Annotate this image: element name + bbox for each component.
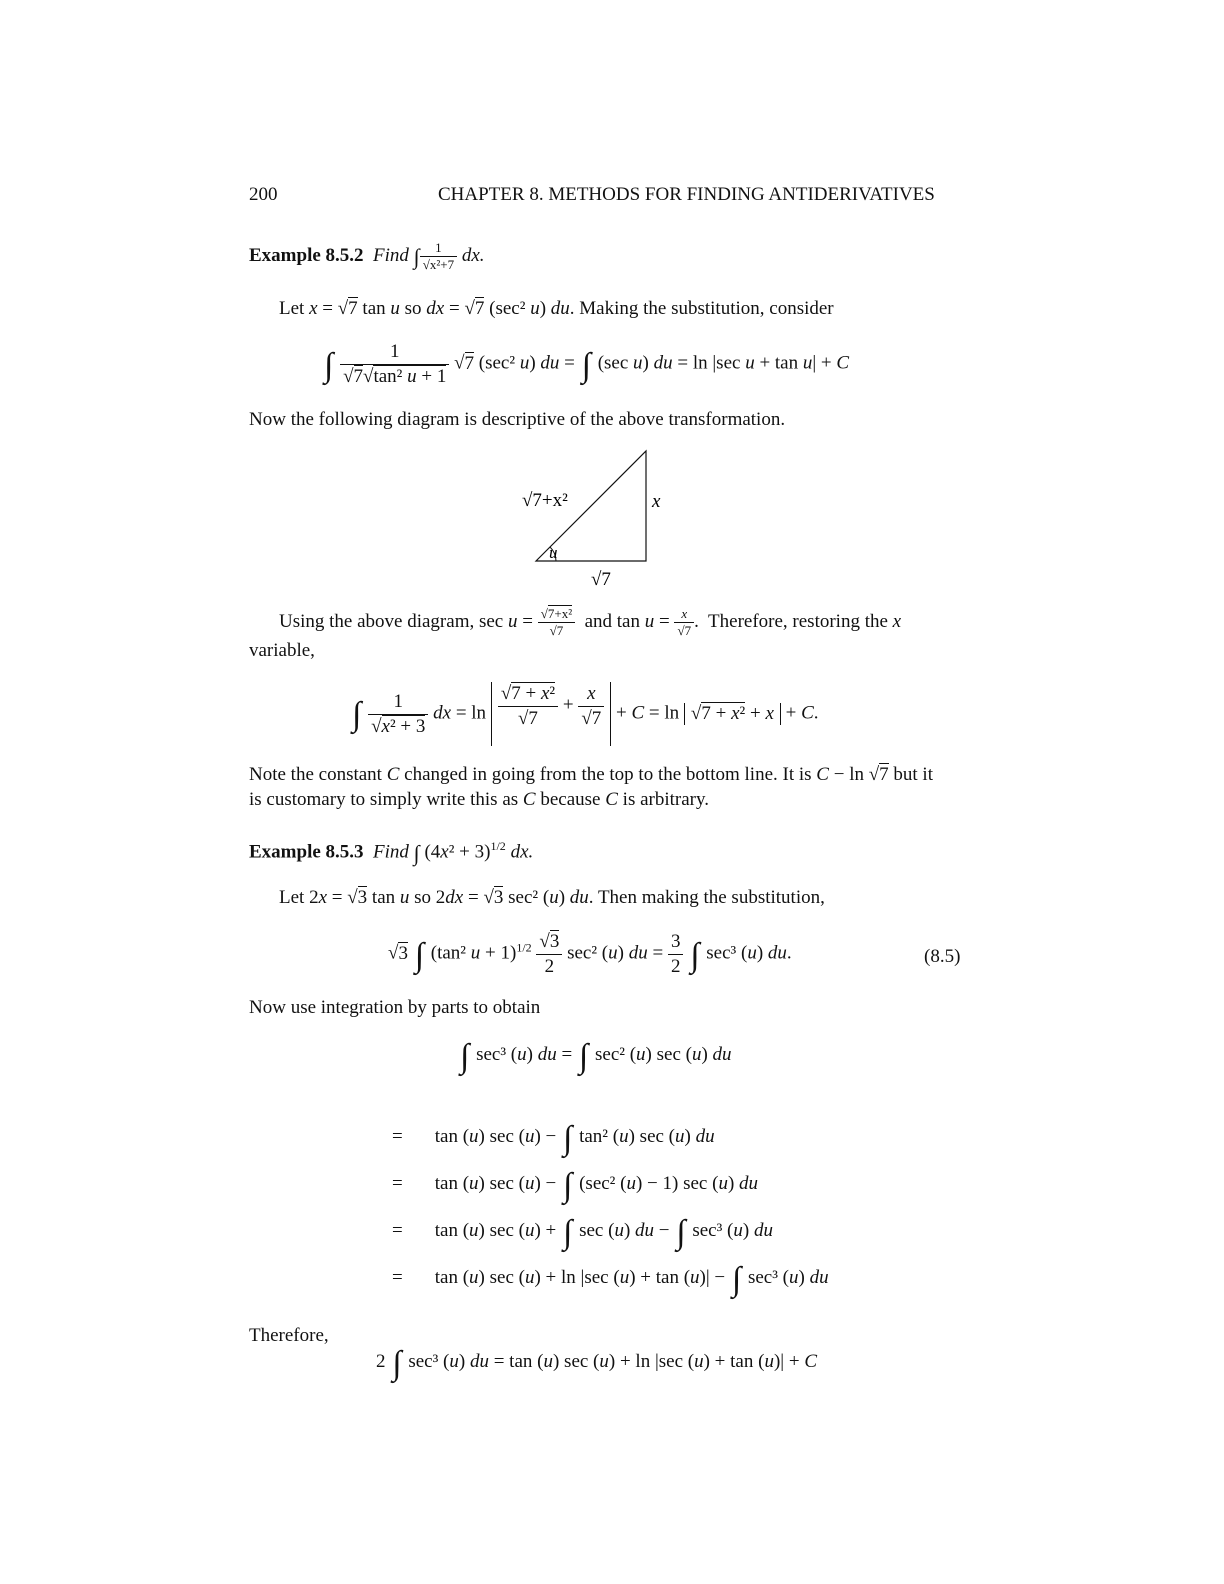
let-word: Let [279, 298, 305, 319]
example-label: Example 8.5.2 [249, 245, 364, 267]
using-diagram-line: Using the above diagram, sec u = $\frac{\text{√7+x²}}{√7}$ and tan u = $\frac{x}{√7}$ . Therefore, restoring the x [279, 606, 902, 639]
aligned-derivation [392, 1120, 829, 1308]
example-heading-8-5-3: Example 8.5.3 Find ∫ $(4x^2 + 3)^{1/2}$ dx. [249, 839, 534, 866]
find-word: Find [373, 245, 409, 267]
let-word-2: Let [279, 887, 305, 908]
using-text: Using the above diagram, [279, 611, 475, 633]
substitution-tail-2: Then making the substitution, [597, 887, 825, 908]
so-word-2: so [414, 887, 432, 908]
display-equation-1: ∫ $\frac{1}{\text{√7√tan² u + 1}}$ √7 (sec² u) du = ∫ (sec u) du = ln |sec u + tan u| + C [324, 341, 850, 387]
right-triangle-diagram [500, 440, 700, 600]
variable-word: variable, [249, 640, 315, 661]
note-text-b: changed in going from the top to the bottom line. It is [404, 764, 812, 785]
derivation-line: = tan (u) sec (u) − ∫ (sec² (u) − 1) sec (u) du [392, 1167, 759, 1204]
example-heading-8-5-2: Example 8.5.2 Find ∫ $\frac{1}{\text{√x²+7}}$ dx. [249, 240, 485, 273]
and-word: and [584, 611, 613, 633]
note-line-2: is customary to simply write this as C because C is arbitrary. [249, 789, 710, 810]
derivation-line: = tan (u) sec (u) − ∫ tan² (u) sec (u) du [392, 1120, 715, 1157]
restoring-text: Therefore, restoring the [708, 611, 888, 633]
adjacent-label: √7 [591, 569, 611, 590]
opposite-label: x [652, 491, 661, 512]
note-text-a: Note the constant [249, 764, 382, 785]
substitution-line-1: Let x = √7 tan u so dx = √7 (sec² u) du. Making the substitution, consider [279, 298, 834, 319]
equation-number: (8.5) [924, 946, 961, 967]
display-equation-2: ∫ $\frac{1}{\text{√x² + 3}}$ dx = ln $\frac{\text{√7 + x²}}{√7}$ + $\frac{x}{√7}$ + C = ln √7 + x² + x + C. [350, 682, 819, 746]
example-label-2: Example 8.5.3 [249, 841, 364, 863]
note-line-1: Note the constant C changed in going from the top to the bottom line. It is C − ln √7 but it [249, 764, 933, 785]
therefore-word: Therefore, [249, 1325, 329, 1346]
diagram-caption: Now the following diagram is descriptive of the above transformation. [249, 409, 786, 430]
note-text-e: because [540, 789, 601, 810]
derivation-line: = tan (u) sec (u) + ∫ sec (u) du − ∫ sec³ (u) du [392, 1214, 773, 1251]
note-text-c: but it [893, 764, 933, 785]
page-number: 200 [249, 184, 278, 205]
display-equation-parts: ∫ sec³ (u) du = ∫ sec² (u) sec (u) du [460, 1038, 732, 1075]
angle-label: u [549, 543, 558, 562]
hypotenuse-label: √7+x² [522, 490, 568, 511]
chapter-title: CHAPTER 8. METHODS FOR FINDING ANTIDERIVATIVES [438, 184, 935, 205]
so-word: so [404, 298, 422, 319]
display-equation-final: 2 ∫ sec³ (u) du = tan (u) sec (u) + ln |sec (u) + tan (u)| + C [376, 1345, 817, 1382]
substitution-line-2: Let 2x = √3 tan u so 2dx = √3 sec² (u) du. Then making the substitution, [279, 887, 825, 908]
substitution-tail: Making the substitution, consider [579, 298, 834, 319]
parts-caption: Now use integration by parts to obtain [249, 997, 541, 1018]
find-word-2: Find [373, 841, 409, 863]
note-text-d: is customary to simply write this as [249, 789, 519, 810]
derivation-line: = tan (u) sec (u) + ln |sec (u) + tan (u)| − ∫ sec³ (u) du [392, 1261, 829, 1298]
display-equation-8-5: √3 ∫ (tan² u + 1)$^{1/2}$ $\frac{√3}{2}$ sec² (u) du = $\frac{3}{2}$ ∫ sec³ (u) du. [388, 931, 792, 977]
note-text-f: is arbitrary. [622, 789, 710, 810]
